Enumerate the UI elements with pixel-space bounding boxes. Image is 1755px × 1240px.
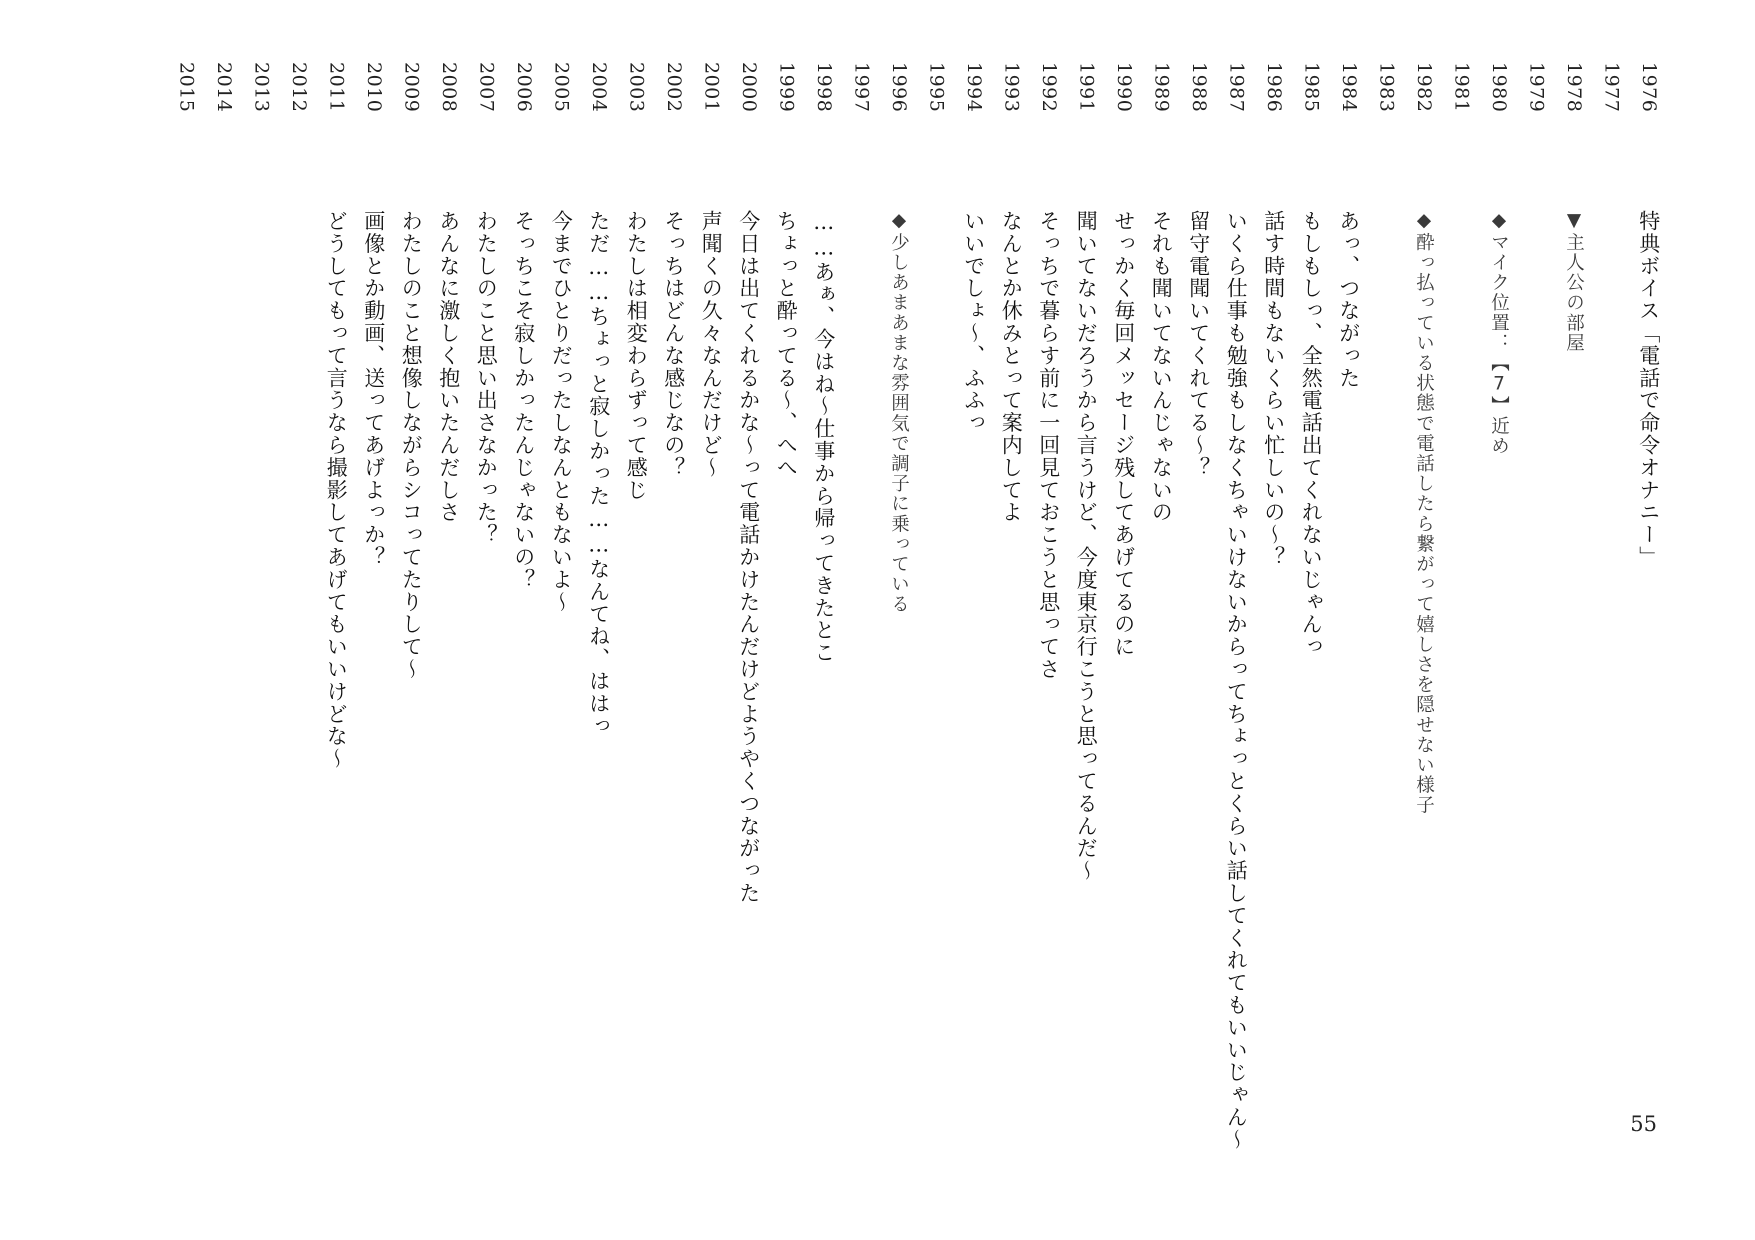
line-number: 1976 — [1637, 62, 1660, 113]
line-number: 2014 — [212, 62, 235, 113]
line-number: 2001 — [700, 62, 723, 113]
script-line — [1630, 62, 1668, 568]
dialogue-line: 留守電聞いてくれてる～？ — [1186, 210, 1211, 479]
script-line — [992, 62, 1030, 524]
dialogue-line: せっかく毎回メッセージ残してあげてるのに — [1111, 210, 1136, 658]
line-number: 1995 — [925, 62, 948, 113]
line-number: 2007 — [475, 62, 498, 113]
script-line — [1517, 62, 1555, 148]
line-number: 1978 — [1562, 62, 1585, 113]
script-line — [505, 62, 543, 591]
script-line — [767, 62, 805, 479]
dialogue-line: 話す時間もないくらい忙しいの～？ — [1261, 210, 1286, 569]
line-number: 2015 — [175, 62, 198, 113]
dialogue-line: あっ、つながった — [1336, 210, 1361, 390]
script-line — [1442, 62, 1480, 148]
script-line — [430, 62, 468, 524]
script-line — [1255, 62, 1293, 568]
dialogue-line: 今日は出てくれるかな～って電話かけたんだけどようやくつながった — [736, 210, 761, 905]
line-number: 1996 — [887, 62, 910, 113]
line-number: 1984 — [1337, 62, 1360, 113]
script-line — [280, 62, 318, 148]
script-line — [392, 62, 430, 680]
line-number: 2004 — [587, 62, 610, 113]
dialogue-line: あんなに激しく抱いたんだしさ — [436, 210, 461, 524]
script-line — [1217, 62, 1255, 1151]
line-number: 2011 — [325, 62, 348, 113]
line-number: 1992 — [1037, 62, 1060, 113]
line-number: 1998 — [812, 62, 835, 113]
dialogue-line: もしもしっ、全然電話出てくれないじゃんっ — [1299, 210, 1324, 658]
line-number: 1993 — [1000, 62, 1023, 113]
line-number: 2000 — [737, 62, 760, 113]
line-number: 2002 — [662, 62, 685, 113]
dialogue-line: なんとか休みとって案内してよ — [999, 210, 1024, 524]
line-number: 1981 — [1450, 62, 1473, 113]
line-number: 1979 — [1525, 62, 1548, 113]
line-number: 2006 — [512, 62, 535, 113]
dialogue-line: ただ……ちょっと寂しかった……なんてね、ははっ — [586, 210, 611, 738]
dialogue-line: ちょっと酔ってる～、へへ — [774, 210, 799, 479]
line-number: 1989 — [1150, 62, 1173, 113]
line-number: 2003 — [625, 62, 648, 113]
dialogue-line: 今までひとりだったしなんともないよ～ — [549, 210, 574, 614]
line-number: 2009 — [400, 62, 423, 113]
script-line — [1480, 62, 1518, 456]
script-line — [617, 62, 655, 501]
script-line — [1555, 62, 1593, 353]
dialogue-line: それも聞いてないんじゃないの — [1149, 210, 1174, 524]
script-line — [805, 62, 843, 664]
line-number: 1983 — [1375, 62, 1398, 113]
dialogue-line: 画像とか動画、送ってあげよっか？ — [361, 210, 386, 569]
stage-direction: ◆酔っ払っている状態で電話したら繋がって嬉しさを隠せない様子 — [1413, 210, 1435, 816]
page-number: 55 — [1630, 1112, 1657, 1136]
script-line — [242, 62, 280, 148]
line-number: 1987 — [1225, 62, 1248, 113]
stage-direction: ◆少しあまあまな雰囲気で調子に乗っている — [888, 210, 910, 615]
script-line — [917, 62, 955, 148]
script-title: 特典ボイス「電話で命令オナニー」 — [1636, 210, 1661, 569]
dialogue-line: 声聞くの久々なんだけど～ — [699, 210, 724, 479]
script-line — [1592, 62, 1630, 148]
script-line — [1367, 62, 1405, 148]
vertical-script-body — [167, 62, 1667, 1152]
line-number: 2008 — [437, 62, 460, 113]
dialogue-line: いくら仕事も勉強もしなくちゃいけないからってちょっとくらい話してくれてもいいじゃん～ — [1224, 210, 1249, 1151]
script-line — [1030, 62, 1068, 680]
dialogue-line: わたしのこと想像しながらシコってたりして～ — [399, 210, 424, 681]
line-number: 2012 — [287, 62, 310, 113]
script-line — [1405, 62, 1443, 816]
script-line — [580, 62, 618, 737]
script-line — [317, 62, 355, 770]
line-number: 1999 — [775, 62, 798, 113]
line-number: 1994 — [962, 62, 985, 113]
line-number: 1986 — [1262, 62, 1285, 113]
line-number: 1977 — [1600, 62, 1623, 113]
script-line — [842, 62, 880, 148]
dialogue-line: 聞いてないだろうから言うけど、今度東京行こうと思ってるんだ～ — [1074, 210, 1099, 882]
line-number: 2013 — [250, 62, 273, 113]
dialogue-line: そっちはどんな感じなの？ — [661, 210, 686, 479]
line-number: 1985 — [1300, 62, 1323, 113]
script-line — [205, 62, 243, 148]
dialogue-line: わたしのこと思い出さなかった？ — [474, 210, 499, 546]
script-line — [1105, 62, 1143, 658]
script-line — [1180, 62, 1218, 479]
script-line — [467, 62, 505, 546]
line-number: 1982 — [1412, 62, 1435, 113]
dialogue-line: そっちこそ寂しかったんじゃないの？ — [511, 210, 536, 591]
script-line — [355, 62, 393, 568]
script-line — [1142, 62, 1180, 524]
script-line — [692, 62, 730, 479]
line-number: 1991 — [1075, 62, 1098, 113]
line-number: 1980 — [1487, 62, 1510, 113]
script-line — [1067, 62, 1105, 882]
dialogue-line: わたしは相変わらずって感じ — [624, 210, 649, 502]
script-line — [1330, 62, 1368, 389]
dialogue-line: ……あぁ、今はね～仕事から帰ってきたとこ — [811, 210, 836, 664]
line-number: 1990 — [1112, 62, 1135, 113]
stage-direction: ◆マイク位置：【7】近め — [1488, 210, 1510, 457]
line-number: 1997 — [850, 62, 873, 113]
dialogue-line: どうしてもって言うなら撮影してあげてもいいけどな～ — [324, 210, 349, 770]
script-line — [880, 62, 918, 615]
dialogue-line: そっちで暮らす前に一回見ておこうと思ってさ — [1036, 210, 1061, 681]
script-line — [730, 62, 768, 904]
script-line — [655, 62, 693, 479]
stage-direction: ▼主人公の部屋 — [1563, 210, 1585, 354]
line-number: 2005 — [550, 62, 573, 113]
line-number: 2010 — [362, 62, 385, 113]
line-number: 1988 — [1187, 62, 1210, 113]
script-line — [542, 62, 580, 613]
script-line — [1292, 62, 1330, 658]
script-line — [167, 62, 205, 148]
dialogue-line: いいでしょ～、ふふっ — [961, 210, 986, 434]
script-line — [955, 62, 993, 434]
